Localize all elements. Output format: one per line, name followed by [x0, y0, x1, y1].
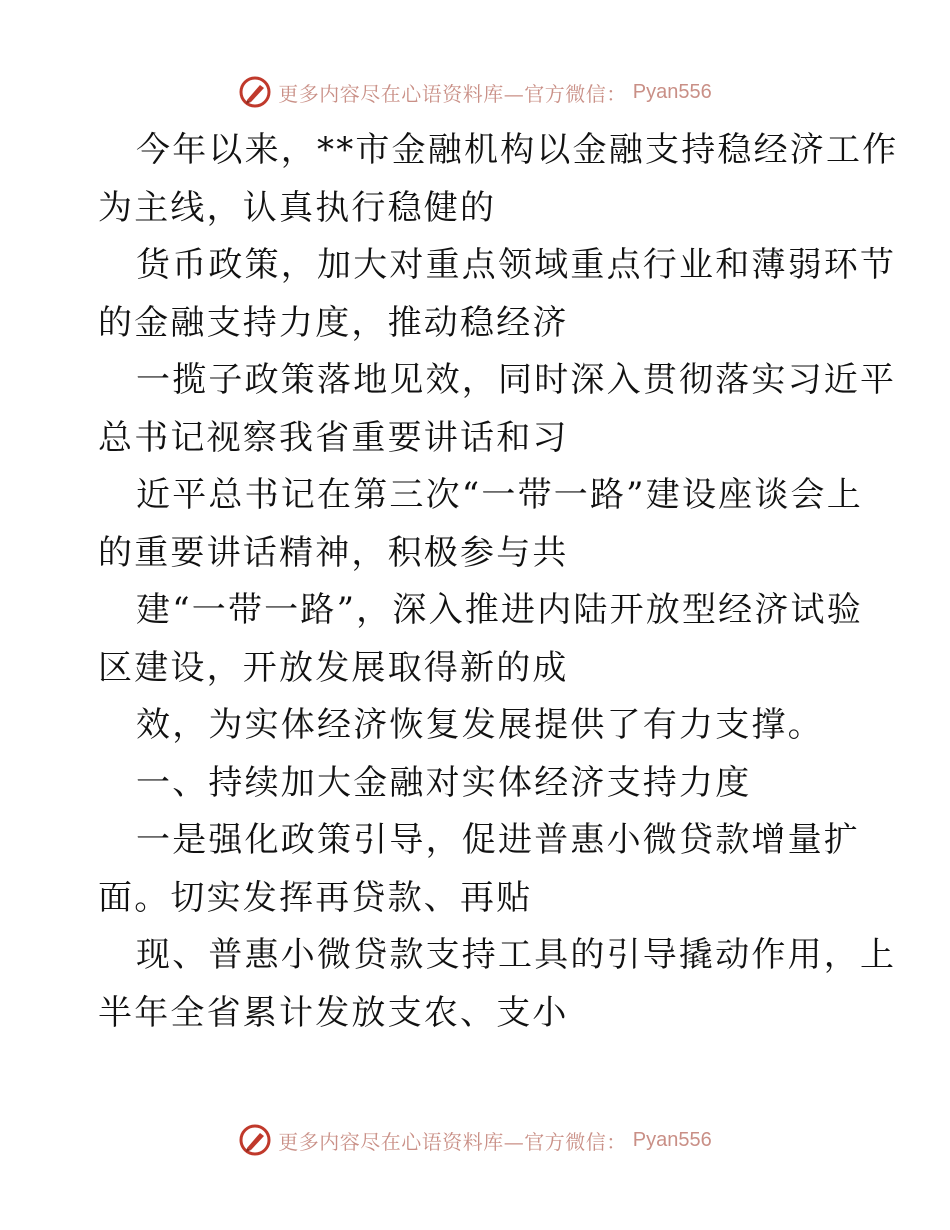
- text-line: 的重要讲话精神，积极参与共: [98, 532, 569, 573]
- text-line: 近平总书记在第三次“一带一路”建设座谈会上: [136, 475, 863, 515]
- text-line: 为主线，认真执行稳健的: [98, 187, 497, 228]
- text-line: 建“一带一路”，深入推进内陆开放型经济试验: [136, 590, 863, 630]
- watermark-text: 更多内容尽在心语资料库—官方微信：: [278, 81, 627, 106]
- text-line: 货币政策，加大对重点领域重点行业和薄弱环节: [136, 245, 897, 285]
- text-line: 总书记视察我省重要讲话和习: [98, 417, 569, 458]
- text-line: 半年全省累计发放支农、支小: [98, 992, 569, 1033]
- text-line: 今年以来，**市金融机构以金融支持稳经济工作: [136, 130, 899, 170]
- pen-circle-logo-icon: [238, 75, 272, 109]
- watermark-footer: [0, 1120, 950, 1160]
- section-heading: 一、持续加大金融对实体经济支持力度: [136, 762, 752, 803]
- text-line: 效，为实体经济恢复发展提供了有力支撑。: [136, 705, 824, 745]
- pen-circle-logo-icon: [238, 1123, 272, 1157]
- watermark-header: [0, 72, 950, 112]
- text-line: 的金融支持力度，推动稳经济: [98, 302, 569, 343]
- text-line: 区建设，开放发展取得新的成: [98, 647, 569, 688]
- text-line: 面。切实发挥再贷款、再贴: [98, 877, 533, 918]
- watermark-wechat-id: Pyan556: [632, 80, 712, 103]
- text-line: 现、普惠小微贷款支持工具的引导撬动作用，上: [136, 935, 897, 975]
- watermark-text: 更多内容尽在心语资料库—官方微信：: [278, 1129, 627, 1154]
- text-line: 一揽子政策落地见效，同时深入贯彻落实习近平: [136, 360, 897, 400]
- text-line: 一是强化政策引导，促进普惠小微贷款增量扩: [136, 820, 860, 860]
- document-body: [98, 122, 899, 1042]
- watermark-wechat-id: Pyan556: [632, 1128, 712, 1151]
